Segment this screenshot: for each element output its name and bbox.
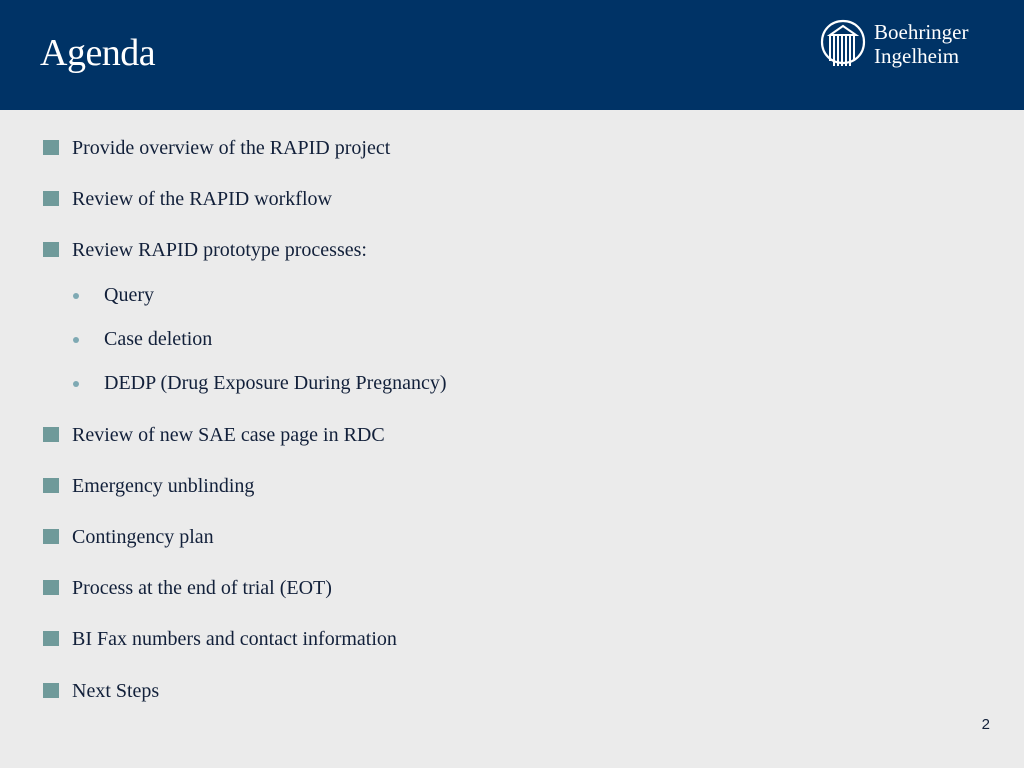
logo-line-2: Ingelheim (874, 44, 960, 68)
dot-bullet-icon (73, 337, 79, 343)
agenda-subitem-label: Query (104, 284, 154, 306)
square-bullet-icon (43, 631, 59, 646)
dot-bullet-icon (73, 293, 79, 299)
agenda-item-label: Process at the end of trial (EOT) (72, 577, 332, 599)
square-bullet-icon (43, 478, 59, 493)
page-number: 2 (981, 716, 990, 733)
agenda-item-label: Next Steps (72, 680, 160, 702)
agenda-item-label: Emergency unblinding (72, 475, 255, 497)
agenda-subitem-label: Case deletion (104, 328, 213, 350)
square-bullet-icon (43, 242, 59, 257)
square-bullet-icon (43, 140, 59, 155)
slide-title: Agenda (40, 32, 156, 74)
square-bullet-icon (43, 191, 59, 206)
dot-bullet-icon (73, 381, 79, 387)
agenda-item-label: BI Fax numbers and contact information (72, 628, 397, 650)
agenda-item-label: Provide overview of the RAPID project (72, 137, 391, 159)
agenda-subitem-label: DEDP (Drug Exposure During Pregnancy) (104, 372, 447, 394)
square-bullet-icon (43, 427, 59, 442)
agenda-item-label: Review of new SAE case page in RDC (72, 424, 385, 446)
square-bullet-icon (43, 580, 59, 595)
square-bullet-icon (43, 529, 59, 544)
logo-line-1: Boehringer (874, 20, 969, 44)
agenda-item-label: Contingency plan (72, 526, 214, 548)
square-bullet-icon (43, 683, 59, 698)
agenda-item-label: Review RAPID prototype processes: (72, 239, 367, 261)
agenda-item-label: Review of the RAPID workflow (72, 188, 332, 210)
